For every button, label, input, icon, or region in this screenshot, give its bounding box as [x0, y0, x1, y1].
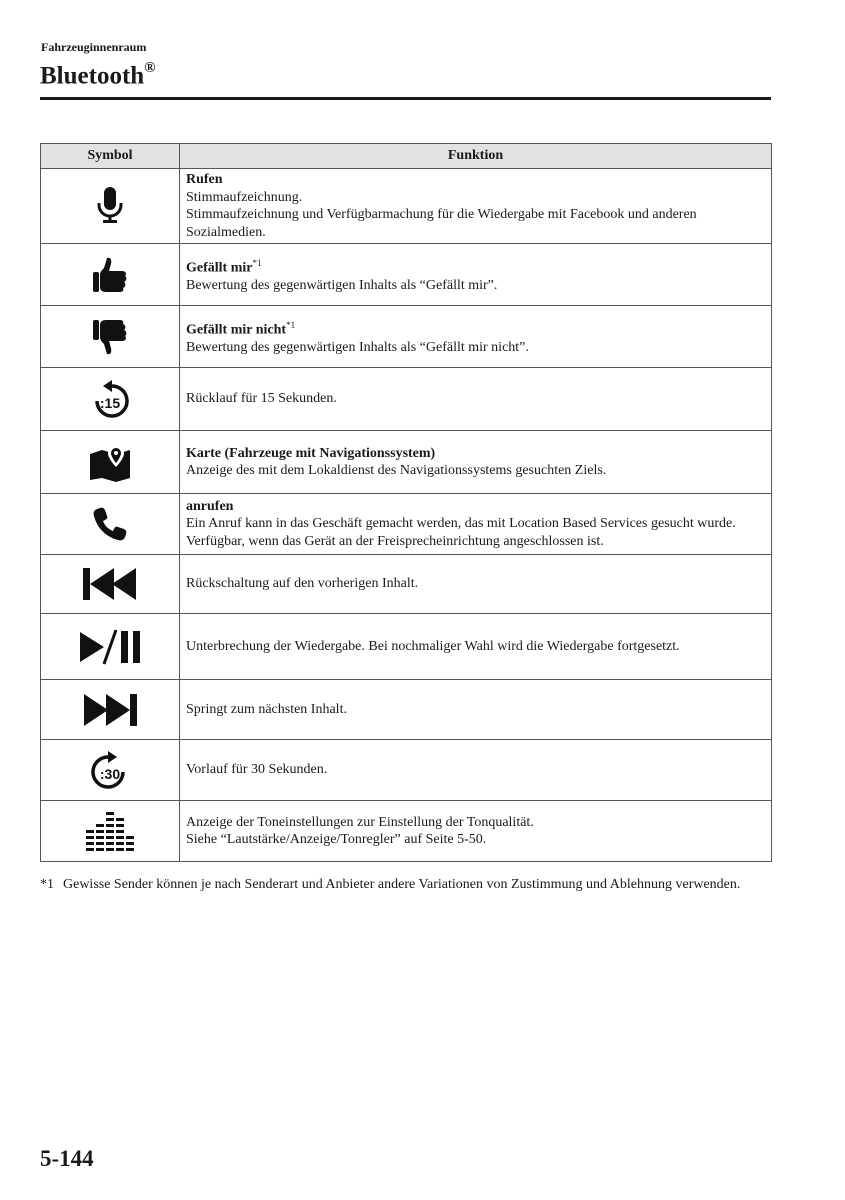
function-cell	[180, 494, 772, 555]
table-row	[41, 306, 772, 368]
map-pin-icon	[88, 442, 132, 482]
function-cell	[180, 680, 772, 740]
function-cell	[180, 801, 772, 862]
table-row	[41, 680, 772, 740]
row-text: Anzeige des mit dem Lokaldienst des Navigationssystems gesuchten Ziels.	[186, 463, 607, 478]
symbol-cell	[41, 169, 180, 244]
row-text: Rücklauf für 15 Sekunden.	[186, 391, 337, 407]
row-heading	[186, 255, 765, 277]
symbol-cell	[41, 801, 180, 862]
table-row	[41, 494, 772, 555]
table-header-row	[41, 144, 772, 169]
table-row	[41, 801, 772, 862]
table-row	[41, 244, 772, 306]
thumbs-down-icon	[92, 318, 128, 356]
play-pause-icon	[78, 628, 142, 666]
symbol-cell	[41, 494, 180, 555]
heading-text: Gefällt mir nicht	[186, 322, 287, 338]
symbol-cell	[41, 431, 180, 494]
skip-back-icon	[82, 566, 138, 602]
table-row	[41, 368, 772, 431]
function-cell	[180, 306, 772, 368]
table-row	[41, 169, 772, 244]
table-row	[41, 614, 772, 680]
row-heading	[186, 498, 765, 516]
heading-text: Karte (Fahrzeuge mit Navigationssystem)	[186, 445, 436, 461]
footnote-ref: *1	[252, 257, 262, 268]
symbol-cell	[41, 680, 180, 740]
row-heading	[186, 445, 765, 463]
footnote-text: Gewisse Sender können je nach Senderart und Anbieter andere Variationen von Zustimmung und Ablehnung verwenden.	[63, 877, 741, 892]
microphone-icon	[95, 186, 125, 226]
function-cell	[180, 244, 772, 306]
footnote-ref: *1	[286, 319, 296, 330]
rewind-15-icon	[90, 379, 130, 419]
symbol-cell	[41, 368, 180, 431]
row-text: Anzeige der Toneinstellungen zur Einstellung der Tonqualität.	[186, 814, 534, 830]
symbol-cell	[41, 244, 180, 306]
title-text: Bluetooth	[40, 62, 145, 90]
symbol-cell	[41, 306, 180, 368]
symbol-table	[40, 143, 772, 862]
function-cell	[180, 169, 772, 244]
col-symbol-header: Symbol	[41, 144, 180, 169]
symbol-cell	[41, 740, 180, 801]
page-title	[40, 55, 155, 91]
table-row	[41, 740, 772, 801]
function-cell	[180, 614, 772, 680]
row-heading	[186, 317, 765, 339]
forward-30-icon	[90, 750, 130, 790]
function-cell	[180, 431, 772, 494]
heading-text: Rufen	[186, 172, 223, 187]
rewind-label: :15	[99, 395, 121, 411]
col-function-header: Funktion	[180, 144, 772, 169]
row-text: Springt zum nächsten Inhalt.	[186, 701, 347, 717]
row-text: Bewertung des gegenwärtigen Inhalts als “Gefällt mir nicht”.	[186, 339, 529, 355]
row-text: Rückschaltung auf den vorherigen Inhalt.	[186, 576, 419, 592]
page-number: 5-144	[40, 1146, 94, 1171]
table-row	[41, 431, 772, 494]
row-heading	[186, 171, 765, 189]
forward-label: :30	[99, 766, 121, 782]
row-text: Vorlauf für 30 Sekunden.	[186, 762, 328, 778]
skip-forward-icon	[82, 692, 138, 728]
heading-text: Gefällt mir	[186, 260, 253, 276]
section-label: Fahrzeuginnenraum	[41, 40, 147, 54]
symbol-cell	[41, 614, 180, 680]
symbol-cell	[41, 555, 180, 614]
row-text: Stimmaufzeichnung und Verfügbarmachung für die Wiedergabe mit Facebook und anderen Sozialmedien.	[186, 207, 697, 240]
row-text: Unterbrechung der Wiedergabe. Bei nochmaliger Wahl wird die Wiedergabe fortgesetzt.	[186, 638, 680, 654]
phone-icon	[91, 505, 129, 543]
footnote	[40, 876, 780, 894]
row-text: Stimmaufzeichnung.	[186, 189, 303, 205]
thumbs-up-icon	[92, 256, 128, 294]
footnote-mark: *1	[40, 877, 54, 892]
heading-text: anrufen	[186, 498, 234, 514]
equalizer-icon	[86, 811, 134, 851]
function-cell	[180, 368, 772, 431]
row-text: Ein Anruf kann in das Geschäft gemacht werden, das mit Location Based Services gesucht wurde. Verfügbar, wenn das Gerät an der Freisprecheinrichtung angeschlossen ist.	[186, 516, 736, 549]
row-text: Bewertung des gegenwärtigen Inhalts als “Gefällt mir”.	[186, 277, 498, 293]
registered-mark: ®	[144, 60, 156, 76]
title-rule	[40, 97, 771, 100]
function-cell	[180, 555, 772, 614]
table-row	[41, 555, 772, 614]
function-cell	[180, 740, 772, 801]
row-text: Siehe “Lautstärke/Anzeige/Tonregler” auf Seite 5-50.	[186, 832, 487, 847]
